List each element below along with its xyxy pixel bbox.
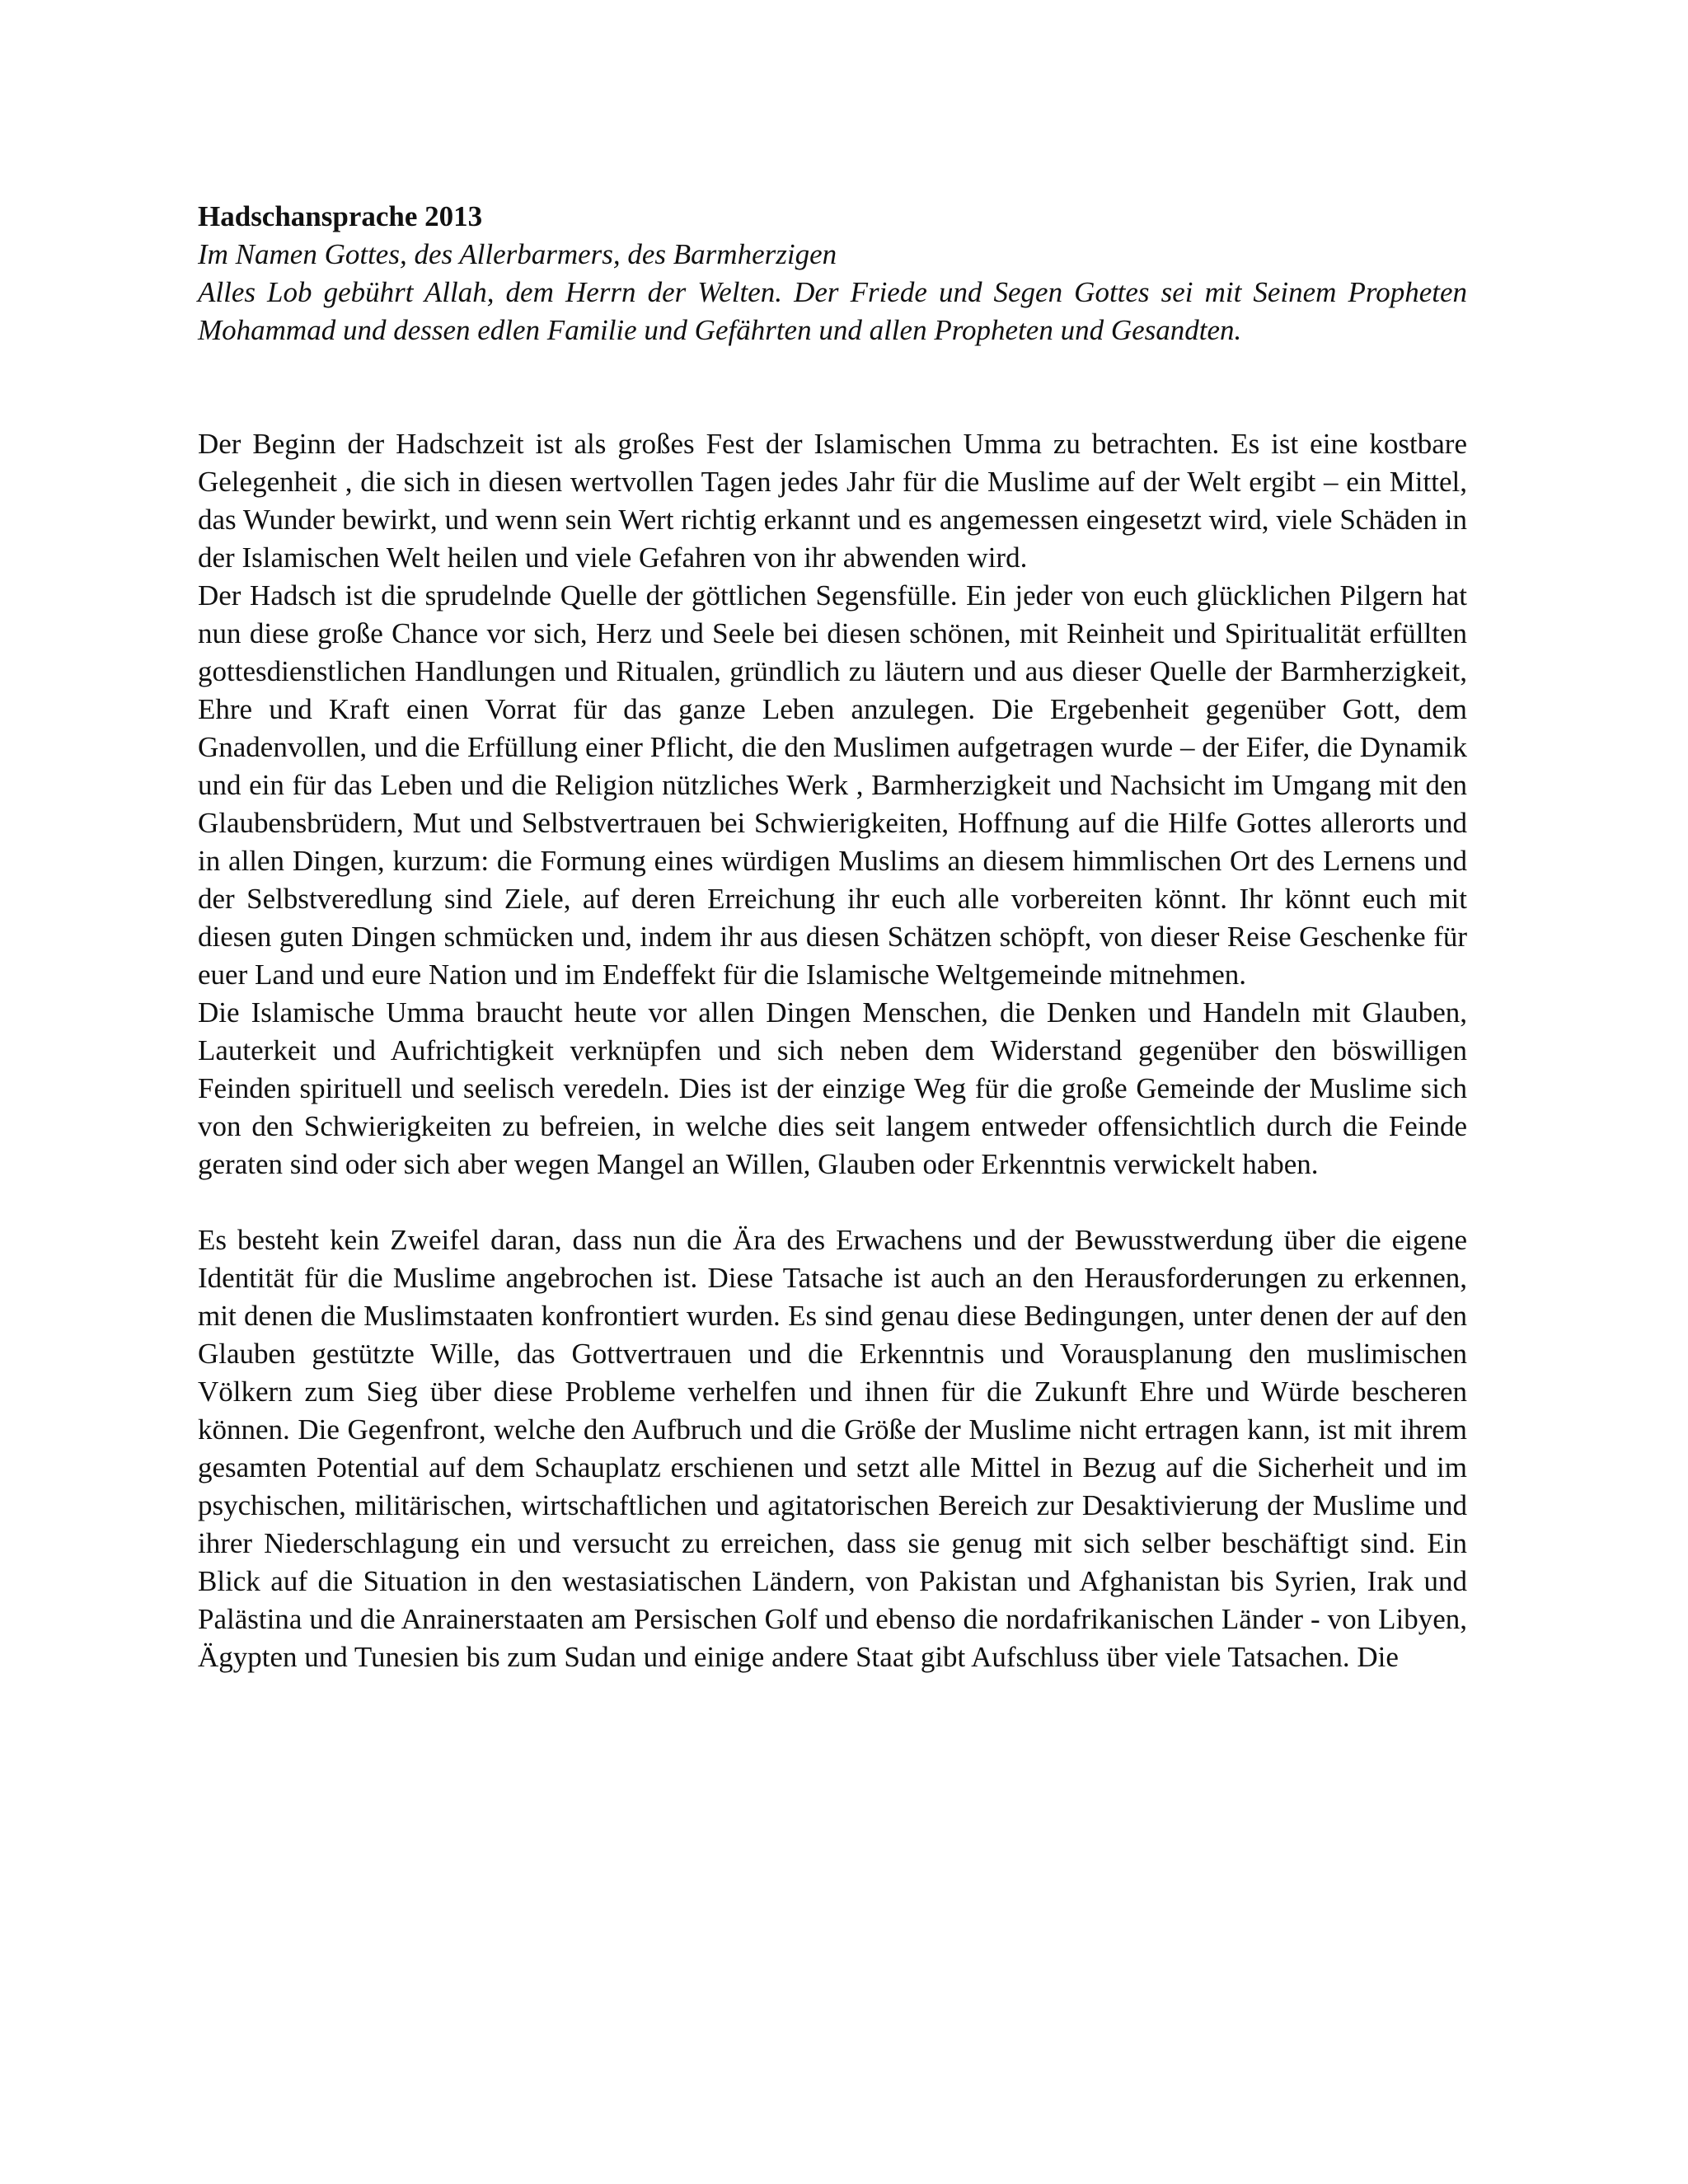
basmala-line: Im Namen Gottes, des Allerbarmers, des Barmherzigen [198,238,837,270]
paragraph-hajj-season: Der Beginn der Hadschzeit ist als großes Fest der Islamischen Umma zu betrachten. Es ist eine kostbare Gelegenheit , die sich in diesen wertvollen Tagen jedes Jahr für die Muslime auf der Welt ergibt – ein Mittel, das Wunder bewirkt, und wenn sein Wert richtig erkannt und es angemessen eingesetzt wird, viele Schäden in der Islamischen Welt heilen und viele Gefahren von ihr abwenden wird. [198,428,1467,574]
paragraph-spacer [198,1183,1467,1221]
paragraph-hajj-source: Der Hadsch ist die sprudelnde Quelle der göttlichen Segensfülle. Ein jeder von euch glücklichen Pilgern hat nun diese große Chance vor sich, Herz und Seele bei diesen schönen, mit Reinheit und Spiritualität erfüllten gottesdienstlichen Handlungen und Ritualen, gründlich zu läutern und aus dieser Quelle der Barmherzigkeit, Ehre und Kraft einen Vorrat für das ganze Leben anzulegen. Die Ergebenheit gegenüber Gott, dem Gnadenvollen, und die Erfüllung einer Pflicht, die den Muslimen aufgetragen wurde – der Eifer, die Dynamik und ein für das Leben und die Religion nützliches Werk , Barmherzigkeit und Nachsicht im Umgang mit den Glaubensbrüdern, Mut und Selbstvertrauen bei Schwierigkeiten, Hoffnung auf die Hilfe Gottes allerorts und in allen Dingen, kurzum: die Formung eines würdigen Muslims an diesem himmlischen Ort des Lernens und der Selbstveredlung sind Ziele, auf deren Erreichung ihr euch alle vorbereiten könnt. Ihr könnt euch mit diesen guten Dingen schmücken und, indem ihr aus diesen Schätzen schöpft, von dieser Reise Geschenke für euer Land und eure Nation und im Endeffekt für die Islamische Weltgemeinde mitnehmen. [198,579,1467,991]
document-title: Hadschansprache 2013 [198,200,483,232]
document-page [198,198,1467,1676]
section-spacer [198,349,1467,425]
paragraph-umma-needs: Die Islamische Umma braucht heute vor allen Dingen Menschen, die Denken und Handeln mit Glauben, Lauterkeit und Aufrichtigkeit verknüpfen und sich neben dem Widerstand gegenüber den böswilligen Feinden spirituell und seelisch veredeln. Dies ist der einzige Weg für die große Gemeinde der Muslime sich von den Schwierigkeiten zu befreien, in welche dies seit langem entweder offensichtlich durch die Feinde geraten sind oder sich aber wegen Mangel an Willen, Glauben oder Erkenntnis verwickelt haben. [198,996,1467,1180]
paragraph-awakening: Es besteht kein Zweifel daran, dass nun die Ära des Erwachens und der Bewusstwerdung über die eigene Identität für die Muslime angebrochen ist. Diese Tatsache ist auch an den Herausforderungen zu erkennen, mit denen die Muslimstaaten konfrontiert wurden. Es sind genau diese Bedingungen, unter denen der auf den Glauben gestützte Wille, das Gottvertrauen und die Erkenntnis und Vorausplanung den muslimischen Völkern zum Sieg über diese Probleme verhelfen und ihnen für die Zukunft Ehre und Würde bescheren können. Die Gegenfront, welche den Aufbruch und die Größe der Muslime nicht ertragen kann, ist mit ihrem gesamten Potential auf dem Schauplatz erschienen und setzt alle Mittel in Bezug auf die Sicherheit und im psychischen, militärischen, wirtschaftlichen und agitatorischen Bereich zur Desaktivierung der Muslime und ihrer Niederschlagung ein und versucht zu erreichen, dass sie genug mit sich selber beschäftigt sind. Ein Blick auf die Situation in den westasiatischen Ländern, von Pakistan und Afghanistan bis Syrien, Irak und Palästina und die Anrainerstaaten am Persischen Golf und ebenso die nordafrikanischen Länder - von Libyen, Ägypten und Tunesien bis zum Sudan und einige andere Staat gibt Aufschluss über viele Tatsachen. Die [198,1224,1467,1673]
praise-line: Alles Lob gebührt Allah, dem Herrn der Welten. Der Friede und Segen Gottes sei mit Seinem Propheten Mohammad und dessen edlen Familie und Gefährten und allen Propheten und Gesandten. [198,276,1467,346]
